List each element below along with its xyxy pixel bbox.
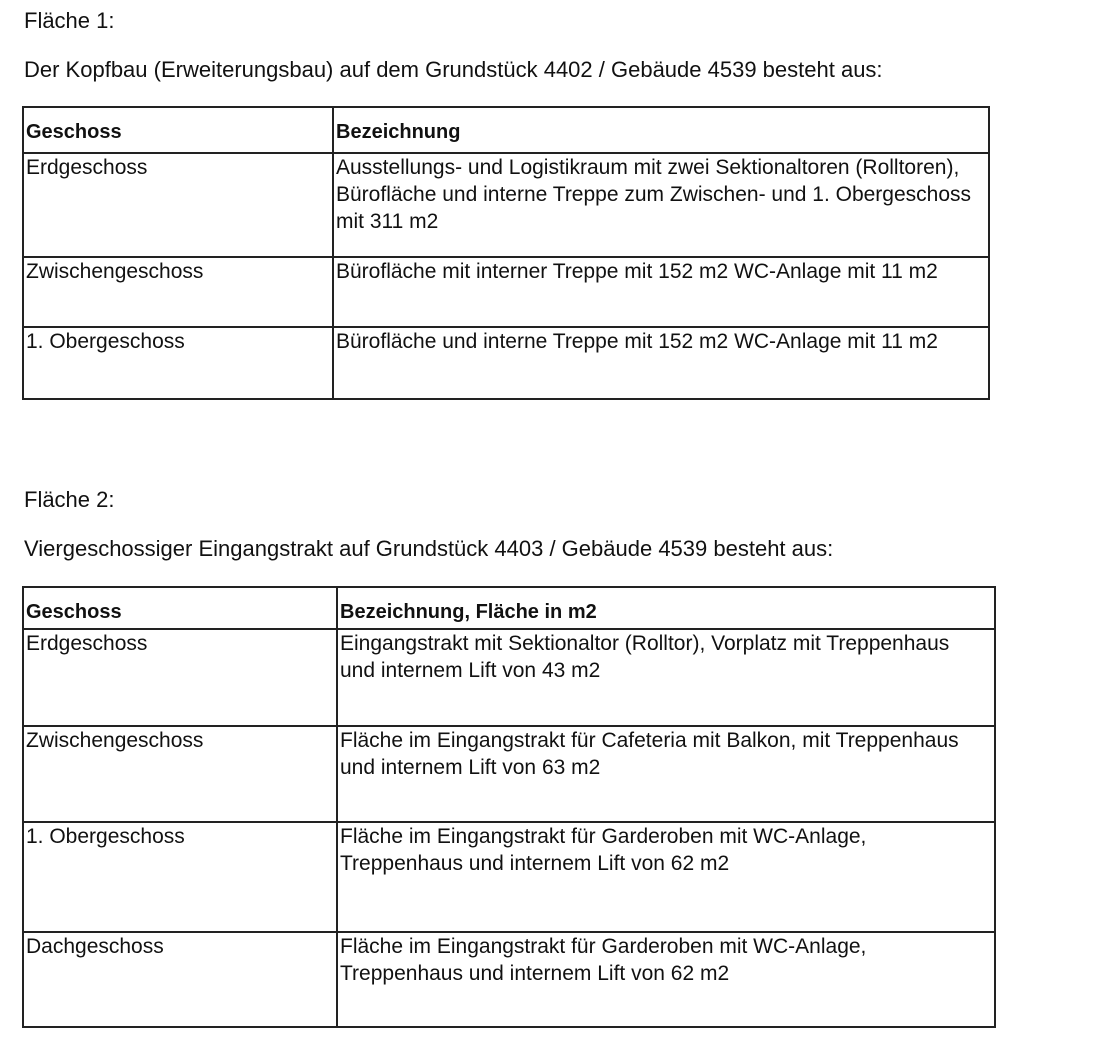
header-bezeichnung: Bezeichnung, Fläche in m2 — [337, 587, 995, 629]
table-row — [23, 932, 995, 1027]
header-geschoss: Geschoss — [23, 587, 337, 629]
section2-title: Fläche 2: — [24, 487, 115, 512]
table-row — [23, 629, 995, 726]
cell-bezeichnung: Fläche im Eingangstrakt für Garderoben mit WC-Anlage, Treppenhaus und internem Lift von 62 m2 — [337, 932, 995, 1027]
cell-geschoss: Zwischengeschoss — [23, 257, 333, 327]
cell-geschoss: Erdgeschoss — [23, 629, 337, 726]
table-header-row — [23, 587, 995, 629]
table-row — [23, 726, 995, 822]
cell-bezeichnung: Bürofläche und interne Treppe mit 152 m2 WC-Anlage mit 11 m2 — [333, 327, 989, 399]
cell-bezeichnung: Bürofläche mit interner Treppe mit 152 m2 WC-Anlage mit 11 m2 — [333, 257, 989, 327]
section1-title: Fläche 1: — [24, 8, 115, 33]
cell-geschoss: Erdgeschoss — [23, 153, 333, 257]
cell-geschoss: 1. Obergeschoss — [23, 822, 337, 932]
cell-bezeichnung: Fläche im Eingangstrakt für Cafeteria mit Balkon, mit Treppenhaus und internem Lift von 63 m2 — [337, 726, 995, 822]
table-flaeche-2 — [22, 586, 996, 1028]
table-flaeche-1 — [22, 106, 990, 400]
cell-geschoss: Dachgeschoss — [23, 932, 337, 1027]
table-row — [23, 327, 989, 399]
cell-geschoss: 1. Obergeschoss — [23, 327, 333, 399]
section1-intro: Der Kopfbau (Erweiterungsbau) auf dem Grundstück 4402 / Gebäude 4539 besteht aus: — [24, 57, 883, 82]
header-geschoss: Geschoss — [23, 107, 333, 153]
header-bezeichnung: Bezeichnung — [333, 107, 989, 153]
table-header-row — [23, 107, 989, 153]
cell-geschoss: Zwischengeschoss — [23, 726, 337, 822]
cell-bezeichnung: Fläche im Eingangstrakt für Garderoben mit WC-Anlage, Treppenhaus und internem Lift von 62 m2 — [337, 822, 995, 932]
table-row — [23, 153, 989, 257]
section2-intro: Viergeschossiger Eingangstrakt auf Grundstück 4403 / Gebäude 4539 besteht aus: — [24, 536, 834, 561]
cell-bezeichnung: Eingangstrakt mit Sektionaltor (Rolltor), Vorplatz mit Treppenhaus und internem Lift von 43 m2 — [337, 629, 995, 726]
table-row — [23, 257, 989, 327]
table-row — [23, 822, 995, 932]
cell-bezeichnung: Ausstellungs- und Logistikraum mit zwei Sektionaltoren (Rolltoren), Bürofläche und interne Treppe zum Zwischen- und 1. Obergeschoss mit 311 m2 — [333, 153, 989, 257]
